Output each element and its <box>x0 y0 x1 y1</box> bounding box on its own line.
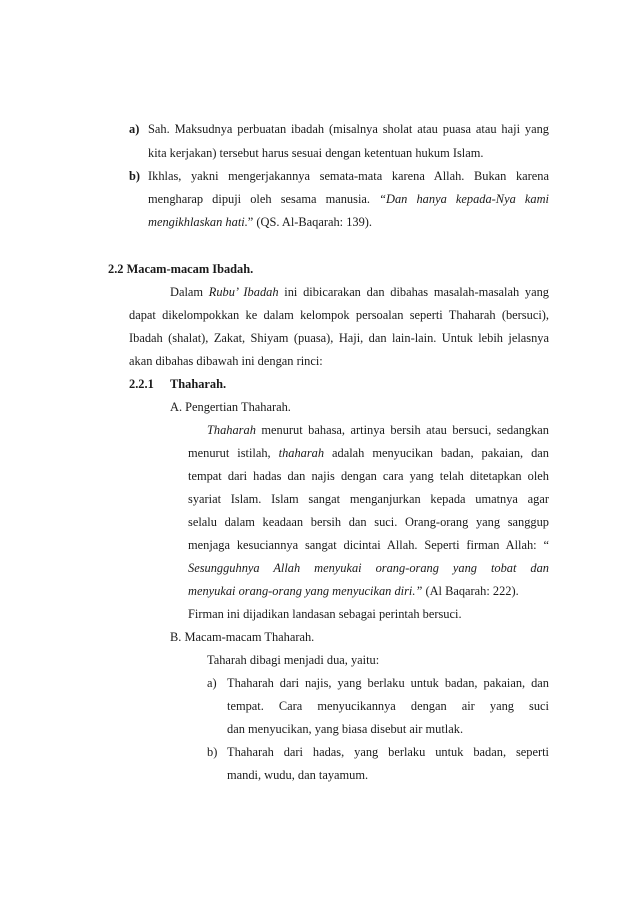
part-b-intro: Taharah dibagi menjadi dua, yaitu: <box>207 653 380 667</box>
part-a-line-8: menyukai orang-orang yang menyucikan diri.” (Al Baqarah: 222). <box>188 584 519 598</box>
part-a-line-3: tempat dari hadas dan najis dengan cara yang telah ditetapkan oleh <box>188 469 549 483</box>
part-a-line-4: syariat Islam. Islam sangat menganjurkan kepada umatnya agar <box>188 492 549 506</box>
part-b-marker-a: a) <box>207 676 217 690</box>
section-paragraph-line-4: akan dibahas dibawah ini dengan rinci: <box>129 354 323 368</box>
part-b-a-line-2: tempat. Cara menyucikannya dengan air yang suci <box>227 699 549 713</box>
subsection-number: 2.2.1 <box>129 377 154 391</box>
section-paragraph-line-1: Dalam Rubu’ Ibadah ini dibicarakan dan dibahas masalah-masalah yang <box>170 285 549 299</box>
item-b-line-1: Ikhlas, yakni mengerjakannya semata-mata karena Allah. Bukan karena <box>148 169 549 183</box>
section-paragraph-line-3: Ibadah (shalat), Zakat, Shiyam (puasa), Haji, dan lain-lain. Untuk lebih jelasnya <box>129 331 549 345</box>
item-b-line-3: mengikhlaskan hati.” (QS. Al-Baqarah: 139). <box>148 215 373 229</box>
section-heading: 2.2 Macam-macam Ibadah. <box>108 262 254 276</box>
part-b-a-line-1: Thaharah dari najis, yang berlaku untuk badan, pakaian, dan <box>227 676 549 690</box>
part-b-b-line-2: mandi, wudu, dan tayamum. <box>227 768 369 782</box>
part-a-line-5: selalu dalam keadaan bersih dan suci. Orang-orang yang sanggup <box>188 515 549 529</box>
subsection-title: Thaharah. <box>170 377 227 391</box>
part-b-b-line-1: Thaharah dari hadas, yang berlaku untuk badan, seperti <box>227 745 549 759</box>
part-a-line-9: Firman ini dijadikan landasan sebagai perintah bersuci. <box>188 607 462 621</box>
part-a-line-2: menurut istilah, thaharah adalah menyucikan badan, pakaian, dan <box>188 446 549 460</box>
item-b-line-2: mengharap dipuji oleh sesama manusia. “Dan hanya kepada-Nya kami <box>148 192 549 206</box>
part-a-heading: A. Pengertian Thaharah. <box>170 400 291 414</box>
item-a-line-1: Sah. Maksudnya perbuatan ibadah (misalnya sholat atau puasa atau haji yang <box>148 122 549 136</box>
part-a-line-1: Thaharah menurut bahasa, artinya bersih atau bersuci, sedangkan <box>207 423 549 437</box>
part-b-heading: B. Macam-macam Thaharah. <box>170 630 315 644</box>
item-a-line-2: kita kerjakan) tersebut harus sesuai dengan ketentuan hukum Islam. <box>148 146 484 160</box>
part-b-marker-b: b) <box>207 745 218 759</box>
list-marker-b: b) <box>129 169 141 183</box>
part-a-line-7: Sesungguhnya Allah menyukai orang-orang yang tobat dan <box>188 561 549 575</box>
section-paragraph-line-2: dapat dikelompokkan ke dalam kelompok persoalan seperti Thaharah (bersuci), <box>129 308 549 322</box>
part-b-a-line-3: dan menyucikan, yang biasa disebut air mutlak. <box>227 722 464 736</box>
part-a-line-6: menjaga kesuciannya sangat dicintai Allah. Seperti firman Allah: “ <box>188 538 549 552</box>
list-marker-a: a) <box>129 122 140 136</box>
